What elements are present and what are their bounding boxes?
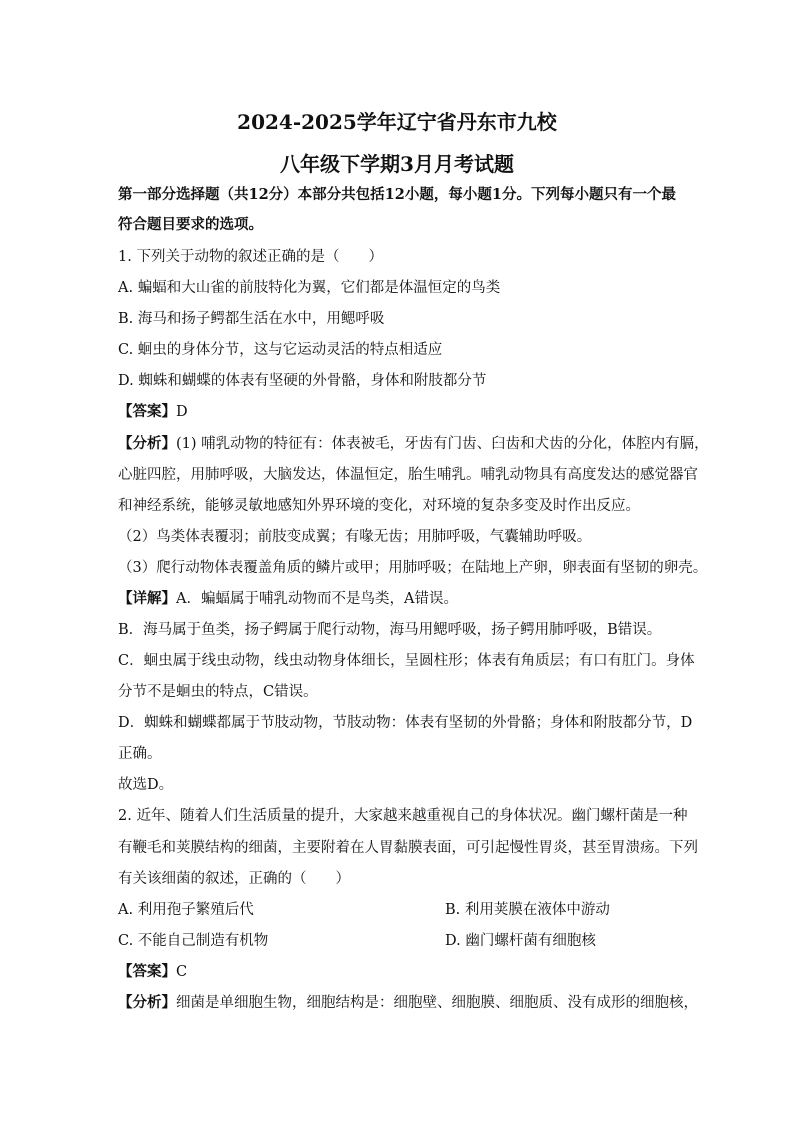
q1-detail-line1 bbox=[118, 589, 458, 609]
q2-analysis-label: 【分析】 bbox=[118, 994, 176, 1011]
q1-option-c: C. 蛔虫的身体分节，这与它运动灵活的特点相适应 bbox=[118, 342, 443, 358]
q1-detail-label: 【详解】 bbox=[118, 590, 176, 607]
q1-analysis-line1 bbox=[118, 434, 709, 454]
q2-option-a: A. 利用孢子繁殖后代 bbox=[118, 902, 254, 918]
q1-analysis-line5: （3）爬行动物体表覆盖角质的鳞片或甲；用肺呼吸；在陆地上产卵，卵表面有坚韧的卵壳。 bbox=[118, 560, 708, 576]
q1-analysis-label: 【分析】 bbox=[118, 435, 176, 452]
q2-stem-line3: 有关该细菌的叙述，正确的（ ） bbox=[118, 871, 350, 887]
q1-option-d: D. 蜘蛛和蝴蝶的体表有坚硬的外骨骼，身体和附肢都分节 bbox=[118, 373, 487, 389]
q2-option-b: B. 利用荚膜在液体中游动 bbox=[445, 902, 610, 918]
q2-analysis-line1 bbox=[118, 993, 698, 1013]
q1-detail-line2: B．海马属于鱼类，扬子鳄属于爬行动物，海马用鳃呼吸，扬子鳄用肺呼吸，B错误。 bbox=[118, 622, 662, 638]
q1-detail-line4: 分节不是蛔虫的特点，C错误。 bbox=[118, 684, 318, 700]
q1-option-b: B. 海马和扬子鳄都生活在水中，用鳃呼吸 bbox=[118, 311, 385, 327]
q1-stem: 1. 下列关于动物的叙述正确的是（ ） bbox=[118, 249, 383, 265]
q1-option-a: A. 蝙蝠和大山雀的前肢特化为翼，它们都是体温恒定的鸟类 bbox=[118, 280, 501, 296]
q1-answer-label: 【答案】 bbox=[118, 403, 176, 420]
q2-answer bbox=[118, 962, 187, 982]
exam-title-line1: 2024-2025学年辽宁省丹东市九校 bbox=[237, 110, 557, 134]
q1-detail-line6: 正确。 bbox=[118, 746, 162, 762]
q2-stem-line1: 2. 近年、随着人们生活质量的提升，大家越来越重视自己的身体状况。幽门螺杆菌是一种 bbox=[118, 808, 688, 824]
q1-answer-value: D bbox=[176, 404, 188, 420]
q2-answer-value: C bbox=[176, 964, 188, 980]
q1-answer bbox=[118, 402, 188, 422]
q2-analysis-text: 细菌是单细胞生物，细胞结构是：细胞壁、细胞膜、细胞质、没有成形的细胞核， bbox=[176, 995, 698, 1011]
section-instructions-line1: 第一部分选择题（共12分）本部分共包括12小题，每小题1分。下列每小题只有一个最 bbox=[118, 186, 676, 203]
q2-option-d: D. 幽门螺杆菌有细胞核 bbox=[445, 933, 596, 949]
q2-stem-line2: 有鞭毛和荚膜结构的细菌，主要附着在人胃黏膜表面，可引起慢性胃炎，甚至胃溃疡。下列 bbox=[118, 840, 698, 856]
q1-analysis-line4: （2）鸟类体表覆羽；前肢变成翼；有喙无齿；用肺呼吸，气囊辅助呼吸。 bbox=[118, 529, 592, 545]
q1-detail-text1: A．蝙蝠属于哺乳动物而不是鸟类，A错误。 bbox=[176, 591, 458, 607]
exam-title-line2: 八年级下学期3月月考试题 bbox=[280, 152, 514, 176]
q2-answer-label: 【答案】 bbox=[118, 963, 176, 980]
q1-detail-line3: C．蛔虫属于线虫动物，线虫动物身体细长，呈圆柱形；体表有角质层；有口有肛门。身体 bbox=[118, 653, 695, 669]
q1-analysis-text1: (1) 哺乳动物的特征有：体表被毛，牙齿有门齿、臼齿和犬齿的分化，体腔内有膈， bbox=[176, 436, 709, 452]
q1-analysis-line3: 和神经系统，能够灵敏地感知外界环境的变化，对环境的复杂多变及时作出反应。 bbox=[118, 498, 640, 514]
q2-option-c: C. 不能自己制造有机物 bbox=[118, 933, 269, 949]
q1-detail-line5: D．蜘蛛和蝴蝶都属于节肢动物，节肢动物：体表有坚韧的外骨骼；身体和附肢都分节，D bbox=[118, 715, 693, 731]
q1-analysis-line2: 心脏四腔，用肺呼吸，大脑发达，体温恒定，胎生哺乳。哺乳动物具有高度发达的感觉器官 bbox=[118, 467, 698, 483]
section-instructions-line2: 符合题目要求的选项。 bbox=[118, 216, 263, 233]
q1-detail-line7: 故选D。 bbox=[118, 777, 174, 793]
